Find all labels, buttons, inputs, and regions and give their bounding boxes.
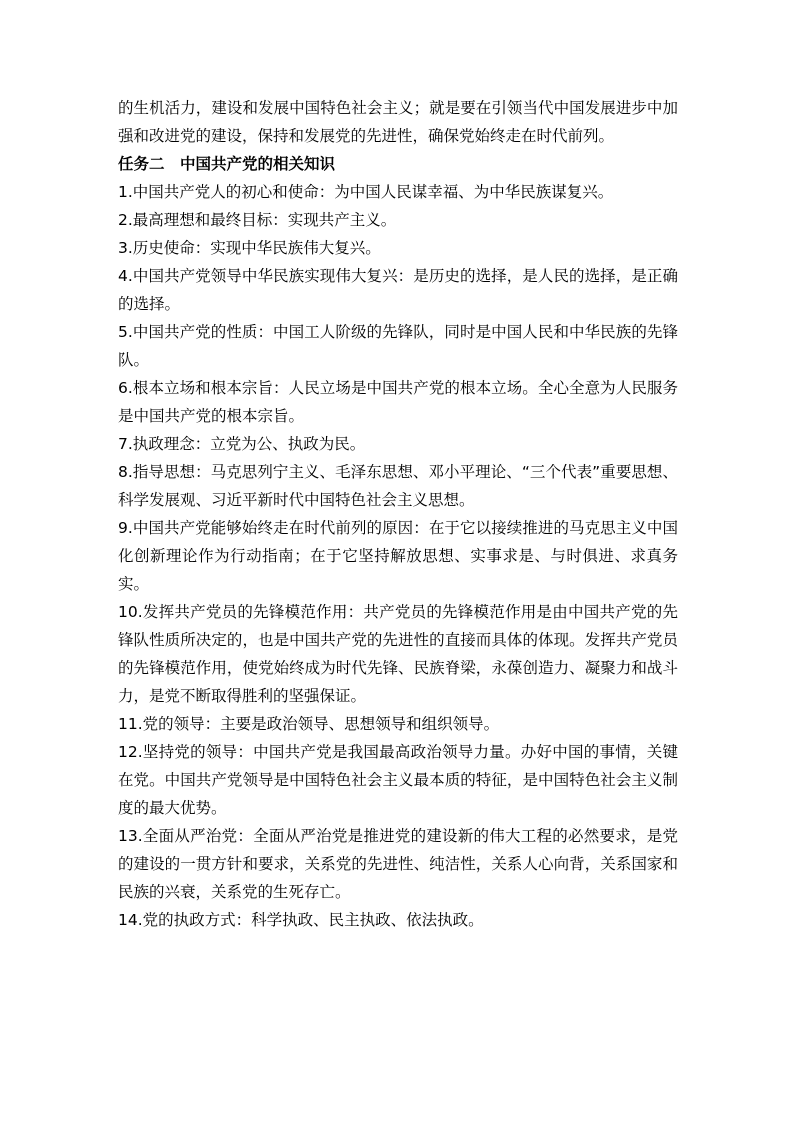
document-body: [118, 94, 678, 934]
list-item-12: 12.坚持党的领导：中国共产党是我国最高政治领导力量。办好中国的事情，关键在党。中国共产党领导是中国特色社会主义最本质的特征，是中国特色社会主义制度的最大优势。: [118, 743, 678, 817]
list-item-11: 11.党的领导：主要是政治领导、思想领导和组织领导。: [118, 715, 500, 733]
list-item-13: 13.全面从严治党：全面从严治党是推进党的建设新的伟大工程的必然要求，是党的建设的一贯方针和要求，关系党的先进性、纯洁性，关系人心向背，关系国家和民族的兴衰，关系党的生死存亡。: [118, 827, 678, 901]
list-item-8: 8.指导思想：马克思列宁主义、毛泽东思想、邓小平理论、“三个代表”重要思想、科学发展观、习近平新时代中国特色社会主义思想。: [118, 463, 678, 509]
list-item-4: 4.中国共产党领导中华民族实现伟大复兴：是历史的选择，是人民的选择，是正确的选择。: [118, 267, 678, 313]
list-item-6: 6.根本立场和根本宗旨：人民立场是中国共产党的根本立场。全心全意为人民服务是中国共产党的根本宗旨。: [118, 379, 678, 425]
list-item-10: 10.发挥共产党员的先锋模范作用：共产党员的先锋模范作用是由中国共产党的先锋队性质所决定的，也是中国共产党的先进性的直接而具体的体现。发挥共产党员的先锋模范作用，使党始终成为时代先锋、民族脊梁，永葆创造力、凝聚力和战斗力，是党不断取得胜利的坚强保证。: [118, 603, 678, 705]
list-item-14: 14.党的执政方式：科学执政、民主执政、依法执政。: [118, 911, 484, 929]
list-item-5: 5.中国共产党的性质：中国工人阶级的先锋队，同时是中国人民和中华民族的先锋队。: [118, 323, 678, 369]
list-item-3: 3.历史使命：实现中华民族伟大复兴。: [118, 239, 381, 257]
list-item-7: 7.执政理念：立党为公、执政为民。: [118, 435, 366, 453]
list-item-2: 2.最高理想和最终目标：实现共产主义。: [118, 211, 397, 229]
list-item-1: 1.中国共产党人的初心和使命：为中国人民谋幸福、为中华民族谋复兴。: [118, 183, 614, 201]
list-item-9: 9.中国共产党能够始终走在时代前列的原因：在于它以接续推进的马克思主义中国化创新理论作为行动指南；在于它坚持解放思想、实事求是、与时俱进、求真务实。: [118, 519, 678, 593]
section-title: 任务二 中国共产党的相关知识: [118, 155, 336, 173]
intro-paragraph: 的生机活力，建设和发展中国特色社会主义；就是要在引领当代中国发展进步中加强和改进党的建设，保持和发展党的先进性，确保党始终走在时代前列。: [118, 99, 678, 145]
